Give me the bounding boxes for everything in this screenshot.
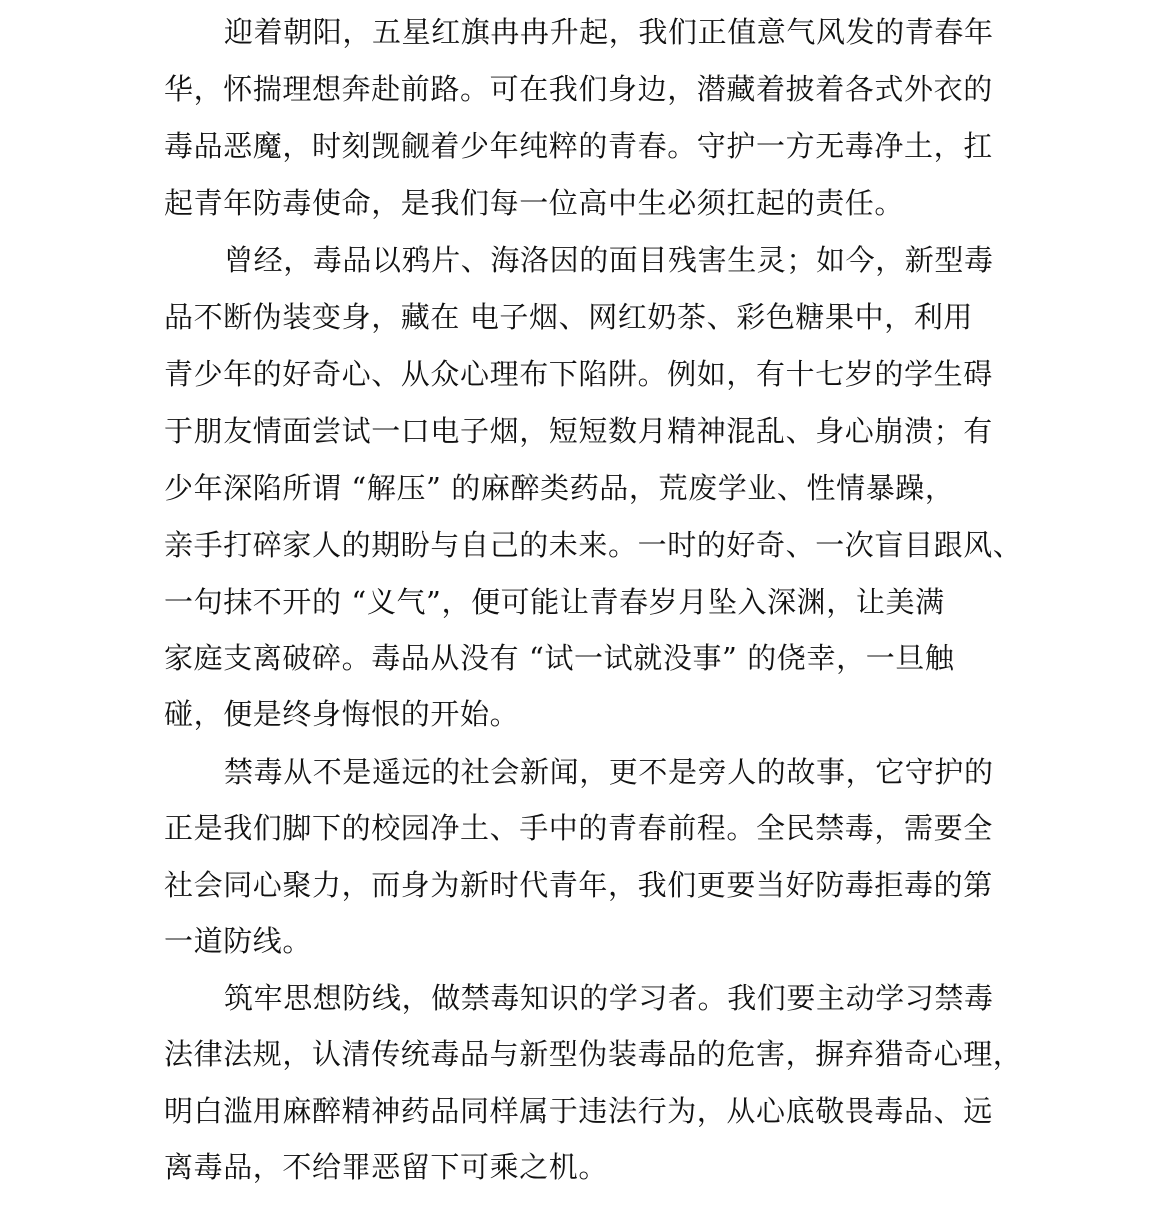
paragraph-2-line-2: 品不断伪装变身，藏在 电子烟、网红奶茶、彩色糖果中，利用 — [164, 300, 974, 334]
paragraph-2-line-1: 曾经，毒品以鸦片、海洛因的面目残害生灵；如今，新型毒 — [224, 243, 994, 277]
paragraph-1-line-2: 华，怀揣理想奔赴前路。可在我们身边，潜藏着披着各式外衣的 — [164, 72, 993, 106]
paragraph-2-line-7: 一句抹不开的 “义气”，便可能让青春岁月坠入深渊，让美满 — [164, 585, 945, 619]
paragraph-4-line-1: 筑牢思想防线，做禁毒知识的学习者。我们要主动学习禁毒 — [224, 981, 994, 1015]
paragraph-4-line-2: 法律法规，认清传统毒品与新型伪装毒品的危害，摒弃猎奇心理， — [164, 1037, 1023, 1071]
paragraph-2-line-6: 亲手打碎家人的期盼与自己的未来。一时的好奇、一次盲目跟风、 — [164, 528, 1023, 562]
paragraph-1-line-4: 起青年防毒使命，是我们每一位高中生必须扛起的责任。 — [164, 186, 905, 220]
paragraph-3-line-4: 一道防线。 — [164, 924, 313, 958]
paragraph-2-line-4: 于朋友情面尝试一口电子烟，短短数月精神混乱、身心崩溃；有 — [164, 414, 993, 448]
paragraph-2-line-5: 少年深陷所谓 “解压” 的麻醉类药品，荒废学业、性情暴躁， — [164, 471, 955, 505]
paragraph-2-line-8: 家庭支离破碎。毒品从没有 “试一试就没事” 的侥幸，一旦触 — [164, 641, 955, 675]
paragraph-2-line-3: 青少年的好奇心、从众心理布下陷阱。例如，有十七岁的学生碍 — [164, 357, 993, 391]
paragraph-2-line-9: 碰，便是终身悔恨的开始。 — [164, 697, 520, 731]
paragraph-3-line-2: 正是我们脚下的校园净土、手中的青春前程。全民禁毒，需要全 — [164, 811, 993, 845]
paragraph-3-line-1: 禁毒从不是遥远的社会新闻，更不是旁人的故事，它守护的 — [224, 755, 994, 789]
paragraph-1-line-3: 毒品恶魔，时刻觊觎着少年纯粹的青春。守护一方无毒净土，扛 — [164, 129, 993, 163]
paragraph-3-line-3: 社会同心聚力，而身为新时代青年，我们更要当好防毒拒毒的第 — [164, 868, 993, 902]
paragraph-4-line-4: 离毒品，不给罪恶留下可乘之机。 — [164, 1150, 609, 1184]
paragraph-4-line-3: 明白滥用麻醉精神药品同样属于违法行为，从心底敬畏毒品、远 — [164, 1094, 993, 1128]
paragraph-1-line-1: 迎着朝阳，五星红旗冉冉升起，我们正值意气风发的青春年 — [224, 15, 994, 49]
